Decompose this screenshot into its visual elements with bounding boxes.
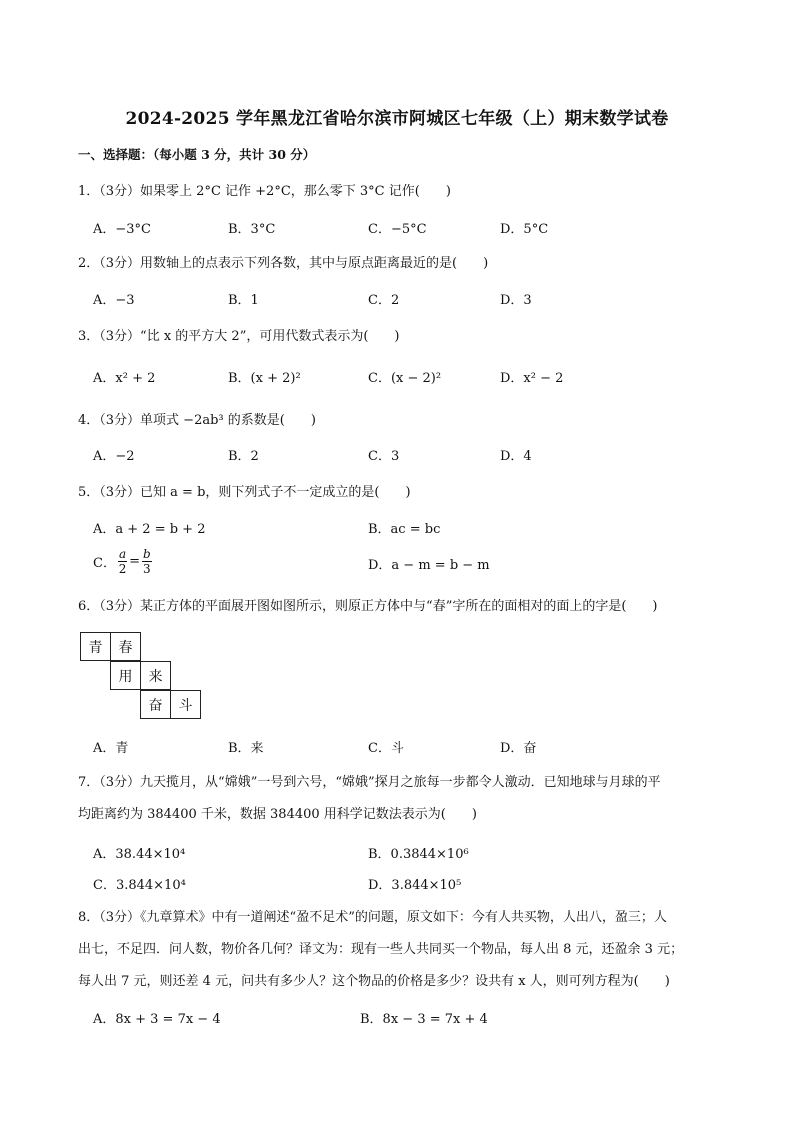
q5-option-d: D．a − m = b − m [368,558,490,573]
q3-option-c: C．(x − 2)² [368,371,442,386]
q4-option-a: A．−2 [93,449,135,464]
q5-option-a: A．a + 2 = b + 2 [93,522,206,537]
q3-option-b: B．(x + 2)² [228,371,301,386]
frac-num-b: b [143,547,151,561]
net-cell-2: 春 [110,632,141,661]
frac-num-a: a [118,547,127,561]
q5-option-b: B．ac = bc [368,522,441,537]
q1-option-c: C．−5°C [368,222,427,237]
question-7-stem-line-2: 均距离约为 384400 千米，数据 384400 用科学记数法表示为( ) [78,807,477,822]
q8-option-a: A．8x + 3 = 7x − 4 [93,1012,221,1027]
q4-option-b: B．2 [228,449,259,464]
page-title: 2024-2025 学年黑龙江省哈尔滨市阿城区七年级（上）期末数学试卷 [125,109,669,129]
question-1-stem: 1．（3分）如果零上 2°C 记作 +2°C，那么零下 3°C 记作( ) [78,184,451,199]
net-cell-1: 青 [80,632,111,661]
q6-option-b: B．来 [228,741,264,756]
question-8-stem-line-3: 每人出 7 元，则还差 4 元，问共有多少人？这个物品的价格是多少？设共有 x 人，则可列方程为( ) [78,974,670,989]
question-8-stem-line-1: 8．（3分）《九章算术》中有一道阐述“盈不足术”的问题，原文如下：今有人共买物，人出八，盈三；人 [78,910,667,925]
fraction-a-over-2 [118,547,127,576]
question-8-stem-line-2: 出七，不足四．问人数，物价各几何？译文为：现有一些人共同买一个物品，每人出 8 元，还盈余 3 元； [78,942,684,957]
q7-option-a: A．38.44×10⁴ [93,847,186,862]
q4-option-c: C．3 [368,449,400,464]
question-4-stem: 4．（3分）单项式 −2ab³ 的系数是( ) [78,413,316,428]
q2-option-a: A．−3 [93,293,135,308]
q1-option-b: B．3°C [228,222,276,237]
q7-option-d: D．3.844×10⁵ [368,878,462,893]
q6-option-a: A．青 [93,741,129,756]
q8-option-b: B．8x − 3 = 7x + 4 [360,1012,488,1027]
net-cell-6: 斗 [170,690,201,719]
q4-option-d: D．4 [500,449,532,464]
net-cell-5: 奋 [140,690,171,719]
question-7-stem-line-1: 7．（3分）九天揽月，从“嫦娥”一号到六号，“嫦娥”探月之旅每一步都令人激动．已知地球与月球的平 [78,775,661,790]
q6-option-d: D．奋 [500,741,537,756]
q2-option-c: C．2 [368,293,400,308]
question-2-stem: 2．（3分）用数轴上的点表示下列各数，其中与原点距离最近的是( ) [78,256,489,271]
q3-option-d: D．x² − 2 [500,371,564,386]
q7-option-b: B．0.3844×10⁶ [368,847,469,862]
question-6-stem: 6．（3分）某正方体的平面展开图如图所示，则原正方体中与“春”字所在的面相对的面上的字是( ) [78,599,658,614]
frac-den-2: 2 [118,562,127,576]
q7-option-c: C．3.844×10⁴ [93,878,186,893]
q5-option-c [93,547,154,576]
question-5-stem: 5．（3分）已知 a = b，则下列式子不一定成立的是( ) [78,485,411,500]
q2-option-b: B．1 [228,293,259,308]
q3-option-a: A．x² + 2 [93,371,156,386]
q2-option-d: D．3 [500,293,532,308]
q1-option-a: A．−3°C [93,222,151,237]
question-3-stem: 3．（3分）“比 x 的平方大 2”，可用代数式表示为( ) [78,329,400,344]
q1-option-d: D．5°C [500,222,549,237]
q6-option-c: C．斗 [368,741,404,756]
net-cell-3: 用 [110,661,141,690]
net-cell-4: 来 [140,661,171,690]
frac-equals: = [129,554,141,569]
section-heading: 一、选择题：（每小题 3 分，共计 30 分） [78,147,316,162]
frac-den-3: 3 [143,562,151,576]
fraction-b-over-3 [142,547,152,576]
q5-option-c-label: C． [93,556,116,571]
